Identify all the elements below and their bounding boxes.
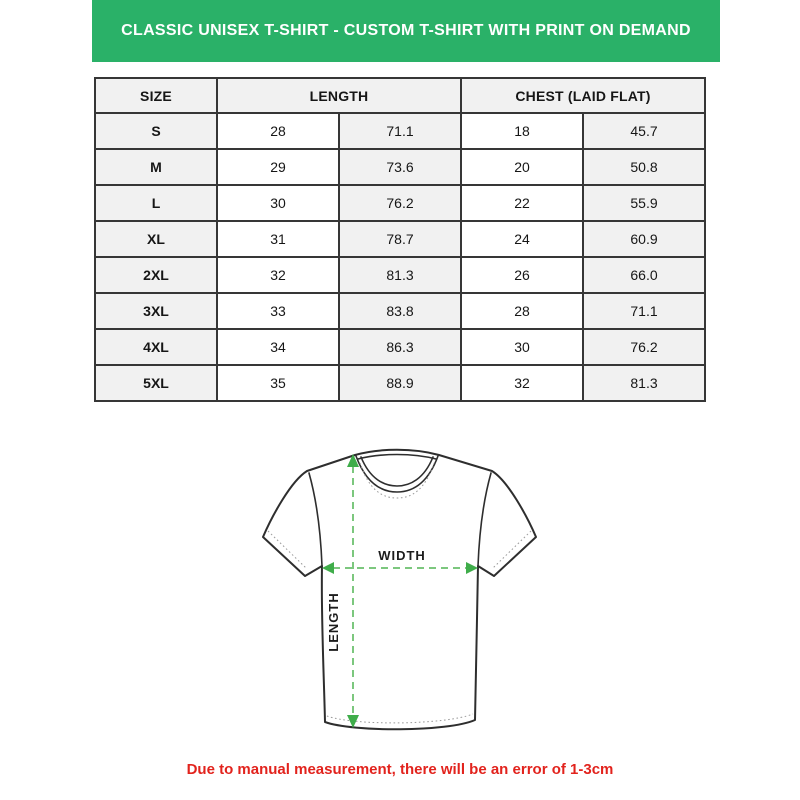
measurement-error-note: Due to manual measurement, there will be an error of 1-3cm bbox=[186, 761, 614, 778]
size-label-cell: L bbox=[95, 185, 217, 221]
header-length: LENGTH bbox=[217, 78, 461, 113]
length-cm-cell: 73.6 bbox=[339, 149, 461, 185]
chest-in-cell: 26 bbox=[461, 257, 583, 293]
length-cm-cell: 76.2 bbox=[339, 185, 461, 221]
size-table-header bbox=[95, 78, 705, 113]
chest-cm-cell: 81.3 bbox=[583, 365, 705, 401]
table-row bbox=[95, 221, 705, 257]
length-in-cell: 30 bbox=[217, 185, 339, 221]
table-header-row bbox=[95, 78, 705, 113]
header-chest: CHEST (LAID FLAT) bbox=[461, 78, 705, 113]
table-row bbox=[95, 329, 705, 365]
length-in-cell: 31 bbox=[217, 221, 339, 257]
tshirt-measurement-diagram bbox=[245, 440, 555, 750]
length-in-cell: 34 bbox=[217, 329, 339, 365]
table-row bbox=[95, 149, 705, 185]
size-table-body bbox=[95, 113, 705, 401]
page-title: CLASSIC UNISEX T-SHIRT - CUSTOM T-SHIRT WITH PRINT ON DEMAND bbox=[121, 22, 691, 39]
chest-in-cell: 24 bbox=[461, 221, 583, 257]
length-cm-cell: 71.1 bbox=[339, 113, 461, 149]
length-cm-cell: 88.9 bbox=[339, 365, 461, 401]
chest-cm-cell: 76.2 bbox=[583, 329, 705, 365]
length-cm-cell: 78.7 bbox=[339, 221, 461, 257]
length-cm-cell: 81.3 bbox=[339, 257, 461, 293]
size-label-cell: XL bbox=[95, 221, 217, 257]
chest-in-cell: 28 bbox=[461, 293, 583, 329]
table-row bbox=[95, 365, 705, 401]
size-label-cell: 3XL bbox=[95, 293, 217, 329]
size-label-cell: S bbox=[95, 113, 217, 149]
chest-cm-cell: 50.8 bbox=[583, 149, 705, 185]
size-label-cell: 2XL bbox=[95, 257, 217, 293]
size-label-cell: 4XL bbox=[95, 329, 217, 365]
table-row bbox=[95, 113, 705, 149]
chest-cm-cell: 66.0 bbox=[583, 257, 705, 293]
size-label-cell: M bbox=[95, 149, 217, 185]
length-label: LENGTH bbox=[326, 592, 341, 652]
chest-cm-cell: 45.7 bbox=[583, 113, 705, 149]
header-size: SIZE bbox=[95, 78, 217, 113]
length-cm-cell: 83.8 bbox=[339, 293, 461, 329]
chest-cm-cell: 71.1 bbox=[583, 293, 705, 329]
length-in-cell: 32 bbox=[217, 257, 339, 293]
table-row bbox=[95, 185, 705, 221]
size-label-cell: 5XL bbox=[95, 365, 217, 401]
chest-in-cell: 30 bbox=[461, 329, 583, 365]
title-banner bbox=[92, 0, 720, 62]
length-in-cell: 28 bbox=[217, 113, 339, 149]
chest-in-cell: 32 bbox=[461, 365, 583, 401]
chest-cm-cell: 60.9 bbox=[583, 221, 705, 257]
length-in-cell: 29 bbox=[217, 149, 339, 185]
table-row bbox=[95, 257, 705, 293]
length-in-cell: 33 bbox=[217, 293, 339, 329]
width-label: WIDTH bbox=[378, 548, 426, 563]
chest-in-cell: 18 bbox=[461, 113, 583, 149]
table-row bbox=[95, 293, 705, 329]
length-cm-cell: 86.3 bbox=[339, 329, 461, 365]
chest-in-cell: 20 bbox=[461, 149, 583, 185]
chest-cm-cell: 55.9 bbox=[583, 185, 705, 221]
size-table bbox=[94, 77, 706, 402]
length-in-cell: 35 bbox=[217, 365, 339, 401]
chest-in-cell: 22 bbox=[461, 185, 583, 221]
